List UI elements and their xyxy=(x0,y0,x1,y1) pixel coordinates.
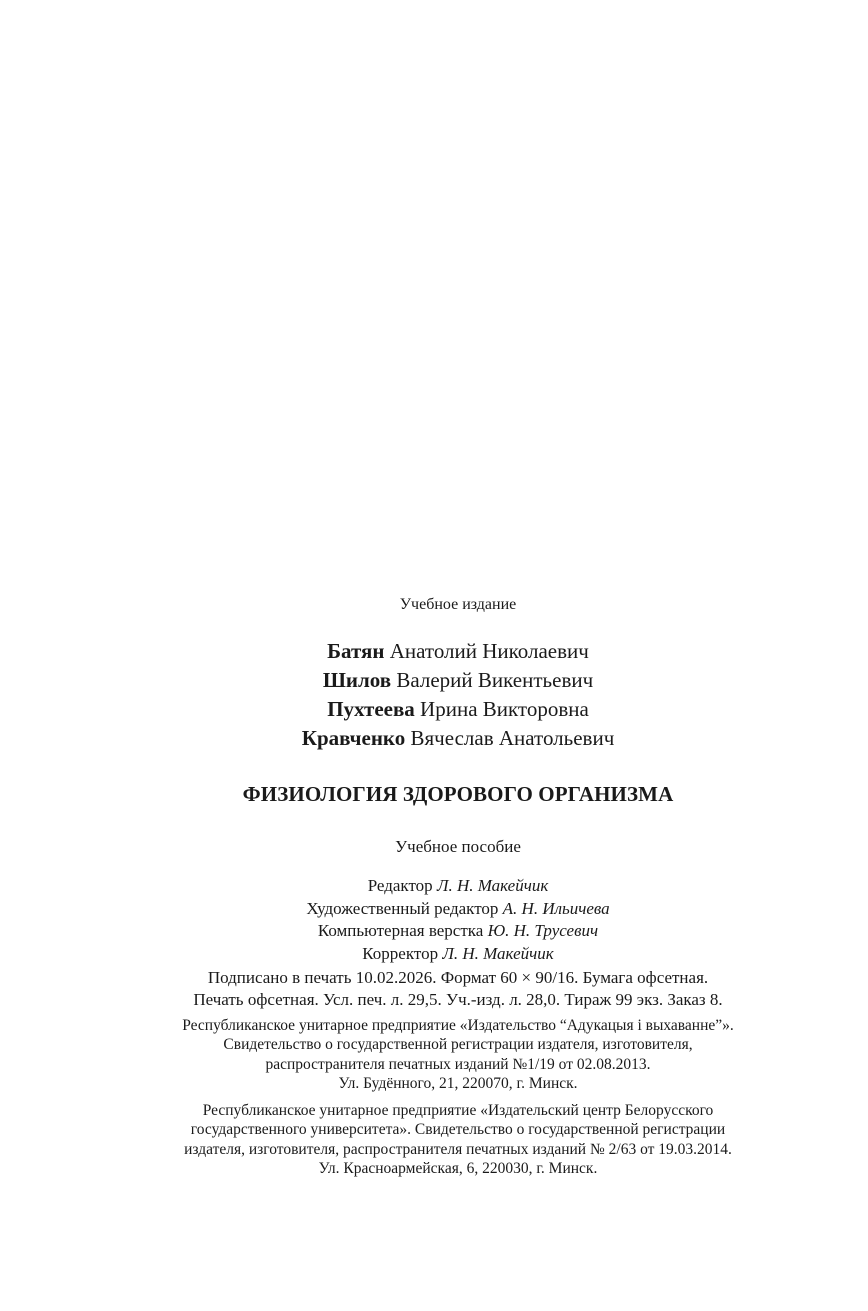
staff-person: Ю. Н. Трусевич xyxy=(487,921,599,940)
staff-person: Л. Н. Макейчик xyxy=(442,943,554,963)
staff-line xyxy=(60,920,856,943)
author-given-names: Анатолий Николаевич xyxy=(389,639,589,663)
author-given-names: Вячеслав Анатольевич xyxy=(410,726,615,750)
author-line xyxy=(60,637,856,666)
book-title xyxy=(60,782,856,807)
author-surname: Шилов xyxy=(322,668,392,692)
editorial-staff xyxy=(60,875,856,965)
print-info xyxy=(60,967,856,1011)
staff-role: Корректор xyxy=(362,943,439,963)
author-line xyxy=(60,724,856,753)
print-info-line: Подписано в печать 10.02.2026. Формат 60 × 90/16. Бумага офсетная. xyxy=(207,968,709,987)
staff-line xyxy=(60,875,856,898)
publisher-line: Ул. Будённого, 21, 220070, г. Минск. xyxy=(338,1075,578,1093)
publisher-line: распространителя печатных изданий №1/19 от 02.08.2013. xyxy=(265,1055,651,1073)
author-given-names: Валерий Викентьевич xyxy=(396,668,594,692)
author-line xyxy=(60,666,856,695)
staff-role: Художественный редактор xyxy=(306,898,499,918)
book-type xyxy=(60,837,856,857)
printer-info xyxy=(60,1101,856,1179)
staff-role: Компьютерная верстка xyxy=(317,921,484,940)
edition-type-text: Учебное издание xyxy=(399,596,517,613)
printer-line: издателя, изготовителя, распространителя печатных изданий № 2/63 от 19.03.2014. xyxy=(184,1140,732,1158)
author-surname: Пухтеева xyxy=(327,697,415,721)
author-line xyxy=(60,695,856,724)
author-surname: Кравченко xyxy=(301,726,406,750)
publisher-line: Свидетельство о государственной регистрации издателя, изготовителя, xyxy=(223,1036,693,1054)
book-title-text: ФИЗИОЛОГИЯ ЗДОРОВОГО ОРГАНИЗМА xyxy=(242,782,674,806)
print-info-line: Печать офсетная. Усл. печ. л. 29,5. Уч.-изд. л. 28,0. Тираж 99 экз. Заказ 8. xyxy=(193,990,723,1009)
staff-role: Редактор xyxy=(367,876,433,895)
staff-person: Л. Н. Макейчик xyxy=(436,876,549,895)
publisher-info xyxy=(60,1016,856,1094)
printer-line: государственного университета». Свидетельство о государственной регистрации xyxy=(190,1121,726,1139)
staff-line xyxy=(60,943,856,966)
book-type-text: Учебное пособие xyxy=(395,837,521,856)
staff-person: А. Н. Ильичева xyxy=(502,898,610,918)
publisher-line: Республиканское унитарное предприятие «Издательство “Адукацыя і выхаванне”». xyxy=(182,1017,734,1034)
author-surname: Батян xyxy=(327,639,385,663)
printer-line: Республиканское унитарное предприятие «Издательский центр Белорусского xyxy=(202,1102,714,1119)
edition-type xyxy=(60,596,856,614)
authors-list xyxy=(60,637,856,753)
staff-line xyxy=(60,898,856,921)
author-given-names: Ирина Викторовна xyxy=(420,697,589,721)
printer-line: Ул. Красноармейская, 6, 220030, г. Минск. xyxy=(318,1160,598,1178)
